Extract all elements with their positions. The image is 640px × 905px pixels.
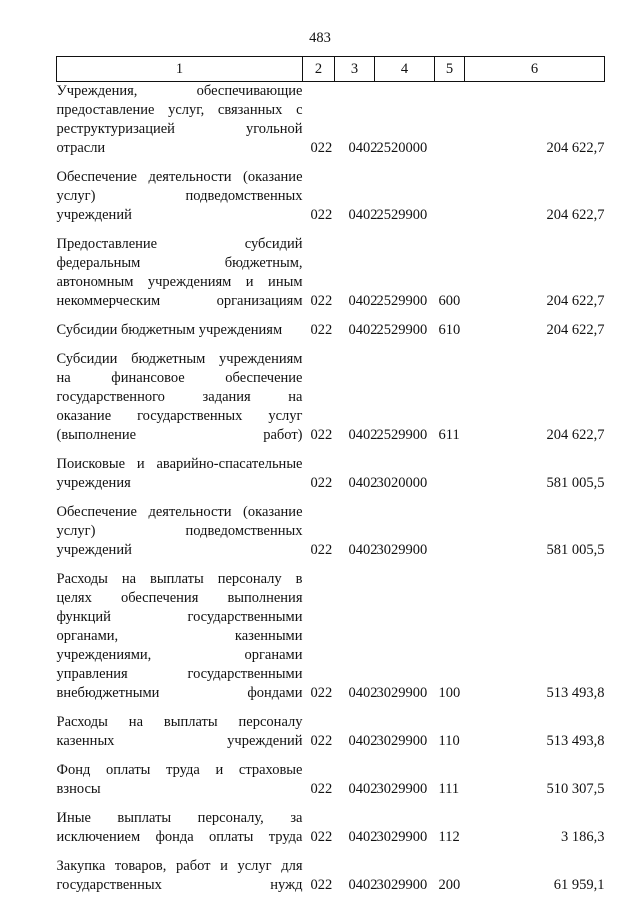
item-name-line: отрасли	[56, 140, 106, 156]
code-cell-c2: 022	[310, 685, 333, 701]
item-name-cell	[57, 455, 303, 493]
item-name-line: целях обеспечения выполнения	[56, 590, 303, 606]
code-cell-c2: 022	[310, 140, 333, 156]
code-cell-c3: 0402	[348, 733, 378, 749]
row-gap	[57, 799, 605, 809]
code-cell-c2: 022	[310, 293, 333, 309]
code-cell-c2: 022	[310, 877, 333, 893]
table-row	[57, 455, 605, 493]
code-cell-c3: 0402	[348, 877, 378, 893]
code-cell-c2: 022	[310, 829, 333, 845]
item-name-line: Закупка товаров, работ и услуг для	[56, 858, 303, 874]
item-name-cell	[57, 350, 303, 445]
amount-cell: 204 622,7	[546, 293, 605, 309]
row-gap	[57, 158, 605, 168]
table-row	[57, 503, 605, 560]
table-row	[57, 350, 605, 445]
item-name-line: взносы	[56, 781, 101, 797]
header-row	[57, 57, 605, 82]
row-gap-cell	[57, 799, 605, 809]
table-row	[57, 761, 605, 799]
item-name-line: функций государственными	[56, 609, 303, 625]
row-gap-cell	[57, 311, 605, 321]
code-cell-c4: 2529900	[376, 293, 428, 309]
row-gap	[57, 225, 605, 235]
code-cell-c3: 0402	[348, 140, 378, 156]
item-name-line: Фонд оплаты труда и страховые	[56, 762, 303, 778]
code-cell-c4: 3020000	[376, 475, 428, 491]
amount-cell: 204 622,7	[546, 207, 605, 223]
item-name-cell	[57, 82, 303, 159]
code-cell-c5: 112	[438, 829, 460, 845]
code-cell-c2: 022	[310, 781, 333, 797]
code-cell-c4: 3029900	[376, 733, 428, 749]
row-gap	[57, 445, 605, 455]
budget-table	[56, 56, 605, 895]
amount-cell: 204 622,7	[546, 427, 605, 443]
table-row	[57, 857, 605, 895]
row-gap-cell	[57, 751, 605, 761]
item-name-line: Субсидии бюджетным учреждениям	[56, 351, 303, 367]
item-name-line: учреждений	[56, 207, 132, 223]
item-name-line: управления государственными	[56, 666, 303, 682]
code-cell-c5: 611	[438, 427, 460, 443]
item-name-cell	[57, 321, 303, 340]
item-name-line: Обеспечение деятельности (оказание	[56, 169, 303, 185]
item-name-line: Предоставление субсидий	[56, 236, 303, 252]
item-name-line: Расходы на выплаты персоналу в	[56, 571, 303, 587]
code-cell-c3: 0402	[348, 685, 378, 701]
code-cell-c5: 200	[438, 877, 461, 893]
row-gap	[57, 311, 605, 321]
row-gap-cell	[57, 445, 605, 455]
item-name-line: (выполнение работ)	[56, 427, 303, 443]
row-gap-cell	[57, 703, 605, 713]
column-header: 1	[57, 57, 303, 82]
code-cell-c5	[435, 455, 465, 493]
code-cell-c4: 3029900	[376, 542, 428, 558]
item-name-cell	[57, 503, 303, 560]
row-gap	[57, 560, 605, 570]
amount-cell: 61 959,1	[553, 877, 605, 893]
code-cell-c2: 022	[310, 207, 333, 223]
item-name-line: государственных нужд	[56, 877, 303, 893]
row-gap	[57, 493, 605, 503]
amount-cell: 3 186,3	[561, 829, 605, 845]
row-gap-cell	[57, 158, 605, 168]
code-cell-c4: 2520000	[376, 140, 428, 156]
item-name-line: федеральным бюджетным,	[56, 255, 303, 271]
code-cell-c5: 110	[438, 733, 460, 749]
amount-cell: 513 493,8	[546, 685, 605, 701]
code-cell-c4: 3029900	[376, 781, 428, 797]
code-cell-c3: 0402	[348, 322, 378, 338]
item-name-line: автономным учреждениям и иным	[56, 274, 303, 290]
code-cell-c5: 111	[438, 781, 460, 797]
item-name-line: государственного задания на	[56, 389, 303, 405]
code-cell-c5	[435, 503, 465, 560]
code-cell-c4: 2529900	[376, 207, 428, 223]
item-name-line: предоставление услуг, связанных с	[56, 102, 303, 118]
code-cell-c4: 3029900	[376, 877, 428, 893]
code-cell-c2: 022	[310, 475, 333, 491]
item-name-cell	[57, 570, 303, 703]
code-cell-c3: 0402	[348, 542, 378, 558]
item-name-line: учреждений	[56, 542, 132, 558]
item-name-line: реструктуризацией угольной	[56, 121, 303, 137]
column-header: 4	[375, 57, 435, 82]
amount-cell: 204 622,7	[546, 322, 605, 338]
code-cell-c5: 600	[438, 293, 461, 309]
row-gap-cell	[57, 340, 605, 350]
code-cell-c4: 3029900	[376, 829, 428, 845]
row-gap-cell	[57, 560, 605, 570]
column-header: 5	[435, 57, 465, 82]
code-cell-c5: 610	[438, 322, 461, 338]
amount-cell: 510 307,5	[546, 781, 605, 797]
item-name-line: учреждения	[56, 475, 131, 491]
table-row	[57, 168, 605, 225]
item-name-line: Субсидии бюджетным учреждениям	[56, 322, 283, 338]
item-name-line: Расходы на выплаты персоналу	[56, 714, 303, 730]
item-name-cell	[57, 857, 303, 895]
item-name-line: внебюджетными фондами	[56, 685, 303, 701]
code-cell-c2: 022	[310, 322, 333, 338]
table-body	[57, 82, 605, 896]
item-name-line: некоммерческим организациям	[56, 293, 303, 309]
row-gap	[57, 340, 605, 350]
code-cell-c2: 022	[310, 427, 333, 443]
item-name-line: Учреждения, обеспечивающие	[56, 83, 303, 99]
item-name-cell	[57, 713, 303, 751]
column-header: 6	[465, 57, 605, 82]
item-name-line: учреждениями, органами	[56, 647, 303, 663]
item-name-line: казенных учреждений	[56, 733, 303, 749]
code-cell-c5: 100	[438, 685, 461, 701]
item-name-line: исключением фонда оплаты труда	[56, 829, 303, 845]
page-number: 483	[309, 30, 331, 46]
table-row	[57, 321, 605, 340]
amount-cell: 581 005,5	[546, 542, 605, 558]
row-gap-cell	[57, 493, 605, 503]
item-name-line: органами, казенными	[56, 628, 303, 644]
row-gap	[57, 751, 605, 761]
code-cell-c2: 022	[310, 733, 333, 749]
table-row	[57, 570, 605, 703]
table-row	[57, 82, 605, 159]
table-row	[57, 809, 605, 847]
row-gap	[57, 847, 605, 857]
row-gap-cell	[57, 225, 605, 235]
item-name-cell	[57, 809, 303, 847]
item-name-cell	[57, 235, 303, 311]
row-gap-cell	[57, 847, 605, 857]
row-gap	[57, 703, 605, 713]
item-name-line: Поисковые и аварийно-спасательные	[56, 456, 303, 472]
item-name-line: Обеспечение деятельности (оказание	[56, 504, 303, 520]
code-cell-c3: 0402	[348, 781, 378, 797]
item-name-line: оказание государственных услуг	[56, 408, 303, 424]
code-cell-c3: 0402	[348, 475, 378, 491]
column-header: 2	[303, 57, 335, 82]
item-name-line: на финансовое обеспечение	[56, 370, 303, 386]
item-name-line: услуг) подведомственных	[56, 188, 303, 204]
code-cell-c5	[435, 82, 465, 159]
table-row	[57, 713, 605, 751]
item-name-line: Иные выплаты персоналу, за	[56, 810, 303, 826]
item-name-cell	[57, 168, 303, 225]
item-name-line: услуг) подведомственных	[56, 523, 303, 539]
code-cell-c4: 2529900	[376, 427, 428, 443]
code-cell-c2: 022	[310, 542, 333, 558]
table-row	[57, 235, 605, 311]
code-cell-c3: 0402	[348, 207, 378, 223]
amount-cell: 513 493,8	[546, 733, 605, 749]
amount-cell: 581 005,5	[546, 475, 605, 491]
code-cell-c5	[435, 168, 465, 225]
item-name-cell	[57, 761, 303, 799]
code-cell-c3: 0402	[348, 829, 378, 845]
code-cell-c3: 0402	[348, 427, 378, 443]
column-header: 3	[335, 57, 375, 82]
code-cell-c4: 2529900	[376, 322, 428, 338]
amount-cell: 204 622,7	[546, 140, 605, 156]
code-cell-c4: 3029900	[376, 685, 428, 701]
code-cell-c3: 0402	[348, 293, 378, 309]
